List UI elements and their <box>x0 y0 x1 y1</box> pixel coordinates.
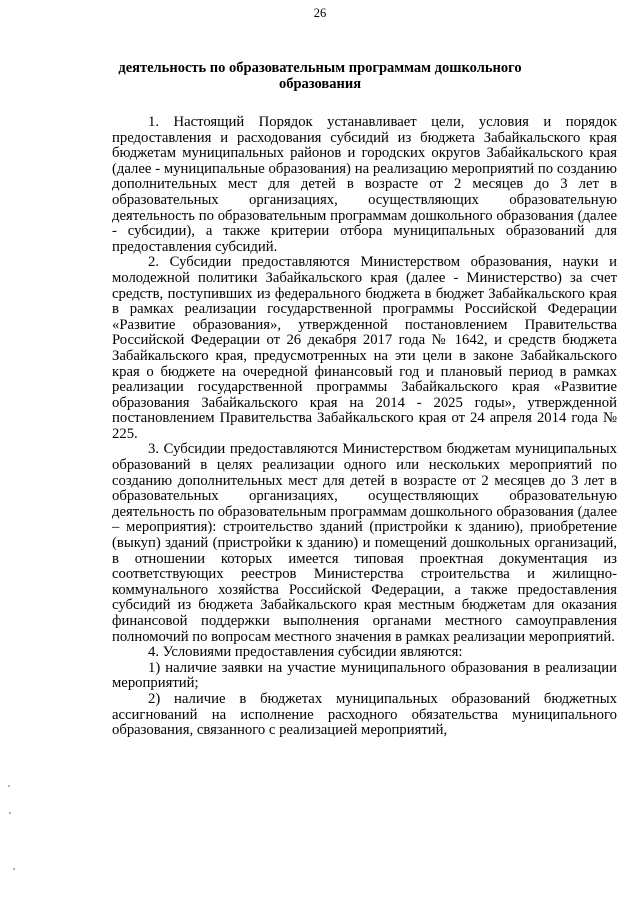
document-body <box>112 115 617 739</box>
condition-item-1: 1) наличие заявки на участие муниципального образования в реализации мероприятий; <box>112 659 617 692</box>
page-number: 26 <box>313 6 327 20</box>
condition-item-2: 2) наличие в бюджетах муниципальных образований бюджетных ассигнований на исполнение расходного обязательства муниципального образования, связанного с реализацией мероприятий, <box>112 690 617 739</box>
scan-artifact <box>13 868 15 870</box>
scan-artifact <box>9 812 11 814</box>
paragraph-4-conditions-heading: 4. Условиями предоставления субсидии являются: <box>148 644 463 661</box>
document-title: деятельность по образовательным программам дошкольного образования <box>118 60 522 92</box>
paragraph-1-purpose: 1. Настоящий Порядок устанавливает цели, условия и порядок предоставления и расходования субсидий из бюджета Забайкальского края бюджетам муниципальных районов и городских округов Забайкальского края (далее - муниципальные образования) на реализацию мероприятий по созданию дополнительных мест для детей в возрасте от 2 месяцев до 3 лет в образовательных организациях, осуществляющих образовательную деятельность по образовательным программам дошкольного образования (далее - субсидии), а также критерии отбора муниципальных образований для предоставления субсидий. <box>112 114 617 255</box>
paragraph-3-subsidy-purposes: 3. Субсидии предоставляются Министерством бюджетам муниципальных образований в целях реализации одного или нескольких мероприятий по созданию дополнительных мест для детей в возрасте от 2 месяцев до 3 лет в образовательных организациях, осуществляющих образовательную деятельность по образовательным программам дошкольного образования (далее – мероприятия): строительство зданий (пристройки к зданию), приобретение (выкуп) зданий (пристройки к зданию) и помещений дошкольных организаций, в отношении которых имеется типовая проектная документация из соответствующих реестров Министерства строительства и жилищно-коммунального хозяйства Российской Федерации, а также предоставления субсидий из бюджета Забайкальского края местным бюджетам для оказания финансовой поддержки выполнения органами местного самоуправления полномочий по вопросам местного значения в рамках реализации мероприятий. <box>112 441 617 645</box>
scan-artifact <box>8 785 10 787</box>
paragraph-2-funding-source: 2. Субсидии предоставляются Министерством образования, науки и молодежной политики Забайкальского края (далее - Министерство) за счет средств, поступивших из федерального бюджета в бюджет Забайкальского края в рамках реализации государственной программы Российской Федерации «Развитие образования», утвержденной постановлением Правительства Российской Федерации от 26 декабря 2017 года № 1642, и средств бюджета Забайкальского края, предусмотренных на эти цели в законе Забайкальского края о бюджете на очередной финансовый год и плановый период в рамках реализации государственной программы Забайкальского края «Развитие образования Забайкальского края на 2014 - 2025 годы», утвержденной постановлением Правительства Забайкальского края от 24 апреля 2014 года № 225. <box>112 254 617 442</box>
